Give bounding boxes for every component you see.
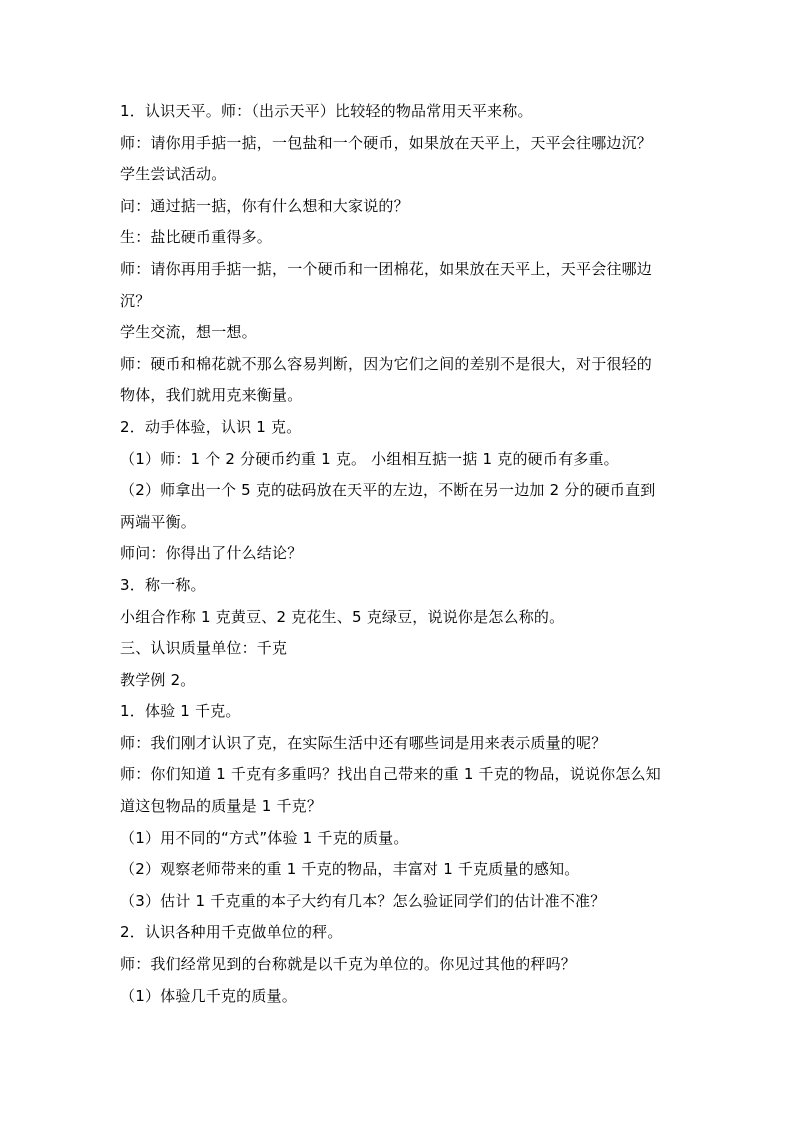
text-line: 2．动手体验，认识 1 克。 bbox=[120, 417, 302, 436]
text-line: 1．体验 1 千克。 bbox=[120, 702, 241, 721]
text-line: （1）用不同的“方式”体验 1 千克的质量。 bbox=[120, 828, 409, 847]
text-line: 物体，我们就用克来衡量。 bbox=[120, 386, 303, 405]
text-line: 师问：你得出了什么结论？ bbox=[120, 544, 303, 563]
text-line: 小组合作称 1 克黄豆、2 克花生、5 克绿豆，说说你是怎么称的。 bbox=[120, 607, 565, 626]
text-line: 师：你们知道 1 千克有多重吗？找出自己带来的重 1 千克的物品，说说你怎么知 bbox=[120, 765, 661, 784]
document-body bbox=[120, 96, 675, 1012]
text-line: 师：硬币和棉花就不那么容易判断，因为它们之间的差别不是很大，对于很轻的 bbox=[120, 354, 653, 373]
text-line: （1）师：1 个 2 分硬币约重 1 克。 小组相互掂一掂 1 克的硬币有多重。 bbox=[120, 449, 619, 468]
text-line: 师：请你再用手掂一掂，一个硬币和一团棉花，如果放在天平上，天平会往哪边 bbox=[120, 259, 653, 278]
text-line: （2）师拿出一个 5 克的砝码放在天平的左边，不断在另一边加 2 分的硬币直到 bbox=[120, 481, 656, 500]
text-line: （2）观察老师带来的重 1 千克的物品，丰富对 1 千克质量的感知。 bbox=[120, 860, 580, 879]
text-line: 沉？ bbox=[120, 291, 151, 310]
text-line: 学生尝试活动。 bbox=[120, 165, 227, 184]
text-line: 问：通过掂一掂，你有什么想和大家说的？ bbox=[120, 196, 409, 215]
text-line: 两端平衡。 bbox=[120, 512, 197, 531]
text-line: 师：请你用手掂一掂，一包盐和一个硬币，如果放在天平上，天平会往哪边沉？ bbox=[120, 133, 653, 152]
text-line: 师：我们刚才认识了克，在实际生活中还有哪些词是用来表示质量的呢？ bbox=[120, 733, 607, 752]
text-line: 师：我们经常见到的台称就是以千克为单位的。你见过其他的秤吗？ bbox=[120, 955, 577, 974]
section-heading: 三、认识质量单位：千克 bbox=[120, 639, 288, 658]
text-line: （1）体验几千克的质量。 bbox=[120, 986, 297, 1005]
text-line: 1．认识天平。师：（出示天平）比较轻的物品常用天平来称。 bbox=[120, 102, 533, 120]
text-line: 教学例 2。 bbox=[120, 670, 196, 689]
text-line: 生：盐比硬币重得多。 bbox=[120, 228, 273, 247]
text-line: （3）估计 1 千克重的本子大约有几本？怎么验证同学们的估计准不准？ bbox=[120, 891, 606, 910]
text-line: 学生交流，想一想。 bbox=[120, 323, 257, 342]
text-line: 3．称一称。 bbox=[120, 575, 206, 594]
text-line: 2．认识各种用千克做单位的秤。 bbox=[120, 923, 343, 942]
text-line: 道这包物品的质量是 1 千克？ bbox=[120, 797, 323, 816]
